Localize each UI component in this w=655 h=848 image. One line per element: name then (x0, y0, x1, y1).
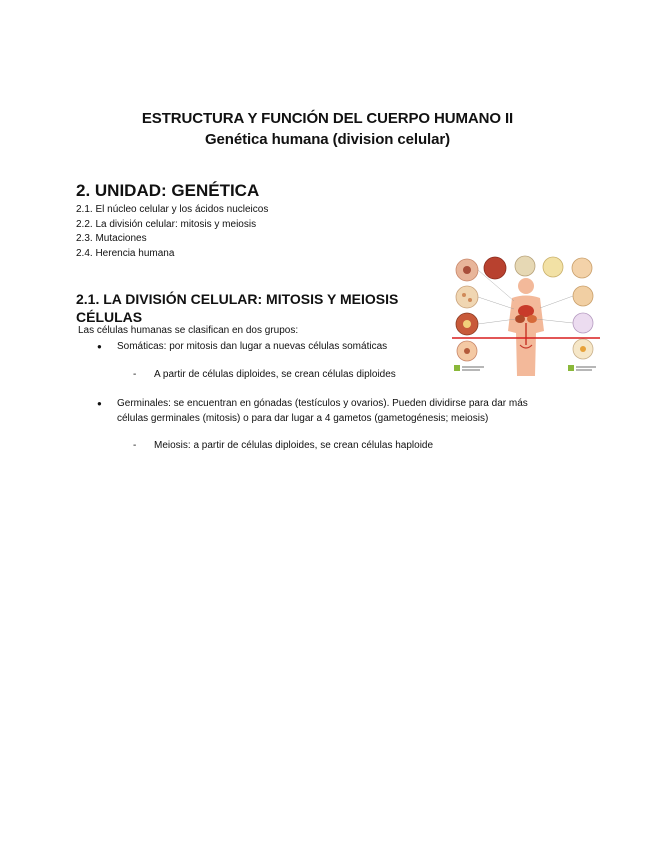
intro-text: Las células humanas se clasifican en dos grupos: (78, 325, 299, 336)
sub-item (133, 369, 396, 380)
toc-item: 2.4. Herencia humana (76, 247, 175, 259)
section-heading-line1: 2.1. LA DIVISIÓN CELULAR: MITOSIS Y MEIOSIS (76, 291, 399, 307)
document-title: ESTRUCTURA Y FUNCIÓN DEL CUERPO HUMANO II (141, 110, 514, 127)
toc-item: 2.2. La división celular: mitosis y meiosis (76, 218, 257, 230)
toc-item: 2.1. El núcleo celular y los ácidos nucleicos (76, 204, 269, 215)
sub-item (133, 440, 434, 451)
document-subtitle: Genética humana (division celular) (204, 131, 450, 148)
bullet-text-line1: Germinales: se encuentran en gónadas (testículos y ovarios). Pueden dividirse para dar más (117, 398, 528, 409)
bullet-dot: ● (97, 342, 102, 351)
bullet-germinales (97, 396, 528, 426)
bullet-text-line2: células germinales (mitosis) o para dar lugar a 4 gametos (gametogénesis; meiosis) (117, 413, 489, 424)
sub-item-text: A partir de células diploides, se crean células diploides (154, 369, 396, 380)
section-heading-line2: CÉLULAS (76, 309, 143, 325)
dash-marker: - (133, 369, 137, 380)
cell-types-illustration (450, 253, 602, 376)
logo-mark-left (454, 365, 460, 371)
bullet-somaticas (97, 339, 388, 354)
toc-item: 2.3. Mutaciones (76, 233, 147, 244)
cell-thumbnails-top (515, 256, 592, 278)
table-of-contents (76, 203, 268, 261)
cell-thumbnails-right (573, 286, 593, 359)
unit-heading: 2. UNIDAD: GENÉTICA (76, 181, 260, 200)
sub-item-text: Meiosis: a partir de células diploides, se crean células haploide (154, 440, 434, 451)
bullet-dot: ● (97, 399, 102, 408)
section-heading (76, 290, 426, 326)
logo-mark-right (568, 365, 574, 371)
dash-marker: - (133, 440, 137, 451)
bullet-text: Somáticas: por mitosis dan lugar a nuevas células somáticas (117, 341, 388, 352)
